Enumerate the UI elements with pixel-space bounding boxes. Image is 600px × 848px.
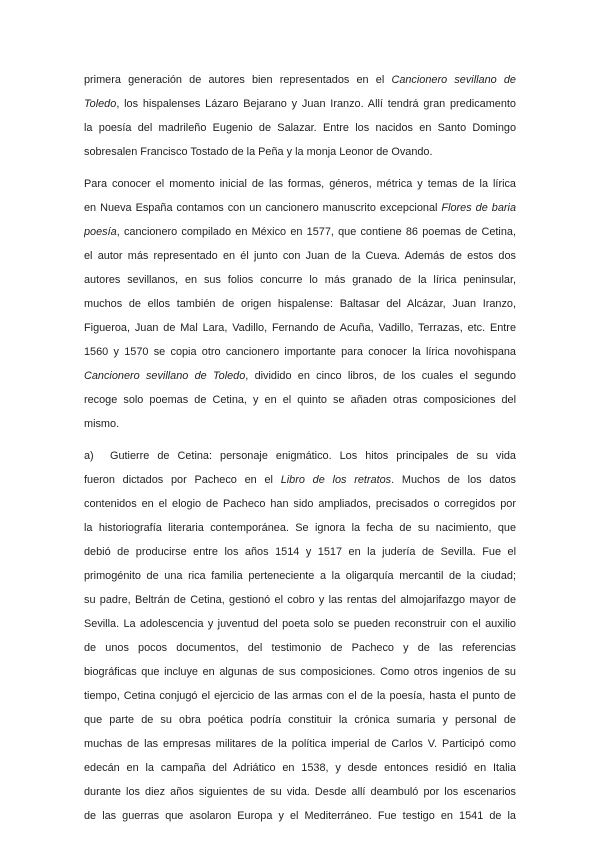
text-line xyxy=(84,116,516,140)
text-segment: recoge solo poemas de Cetina, y en el quinto se añaden otras composiciones del xyxy=(84,394,516,406)
text-line xyxy=(84,364,516,388)
text-segment: sobresalen Francisco Tostado de la Peña y la monja Leonor de Ovando. xyxy=(84,146,433,158)
italic-title: Toledo xyxy=(84,98,117,110)
text-segment: autores sevillanos, en sus folios concurre lo más granado de la lírica peninsular, xyxy=(84,274,516,286)
text-line xyxy=(84,268,516,292)
italic-title: Flores de baria xyxy=(441,202,516,214)
text-segment: Figueroa, Juan de Mal Lara, Vadillo, Fernando de Acuña, Vadillo, Terrazas, etc. Entre xyxy=(84,322,516,334)
line-text xyxy=(84,412,516,436)
text-line xyxy=(84,516,516,540)
line-text xyxy=(84,516,516,540)
line-text xyxy=(84,780,516,804)
text-segment: de las guerras que asolaron Europa y el Mediterráneo. Fue testigo en 1541 de la xyxy=(84,810,516,822)
text-line xyxy=(84,684,516,708)
text-line xyxy=(84,292,516,316)
text-segment: primogénito de una rica familia perteneciente a la oligarquía mercantil de la ciudad; xyxy=(84,570,516,582)
line-text xyxy=(84,388,516,412)
text-segment: muchos de ellos también de origen hispalense: Baltasar del Alcázar, Juan Iranzo, xyxy=(84,298,516,310)
line-text xyxy=(84,492,516,516)
text-line xyxy=(84,172,516,196)
text-segment: primera generación de autores bien representados en el xyxy=(84,74,392,86)
line-text xyxy=(84,636,516,660)
italic-title: Cancionero sevillano de Toledo xyxy=(84,370,246,382)
line-text xyxy=(84,804,516,828)
paragraph xyxy=(84,172,516,436)
line-text xyxy=(84,292,516,316)
text-segment: contenidos en el elogio de Pacheco han sido ampliados, precisados o corregidos por xyxy=(84,498,516,510)
italic-title: poesía xyxy=(84,226,117,238)
line-text xyxy=(84,468,516,492)
text-segment: , dividido en cinco libros, de los cuales el segundo xyxy=(245,370,516,382)
text-segment: que parte de su obra poética podría constituir la crónica sumaria y personal de xyxy=(84,714,516,726)
text-line xyxy=(84,756,516,780)
text-line xyxy=(84,612,516,636)
text-segment: en Nueva España contamos con un cancionero manuscrito excepcional xyxy=(84,202,442,214)
line-text xyxy=(84,116,516,140)
line-text xyxy=(84,684,516,708)
text-line xyxy=(84,660,516,684)
line-text xyxy=(84,612,516,636)
text-segment: la poesía del madrileño Eugenio de Salazar. Entre los nacidos en Santo Domingo xyxy=(84,122,516,134)
line-text xyxy=(84,540,516,564)
text-line xyxy=(84,92,516,116)
text-segment: tiempo, Cetina conjugó el ejercicio de las armas con el de la poesía, hasta el punto de xyxy=(84,690,516,702)
line-text xyxy=(84,732,516,756)
text-segment: Gutierre de Cetina: personaje enigmático. Los hitos principales de su vida xyxy=(110,450,516,462)
text-segment: de unos pocos documentos, del testimonio de Pacheco y de las referencias xyxy=(84,642,516,654)
line-text xyxy=(84,588,516,612)
line-text xyxy=(84,268,516,292)
italic-title: Cancionero sevillano de xyxy=(391,74,516,86)
text-line xyxy=(84,468,516,492)
text-segment: durante los diez años siguientes de su vida. Desde allí deambuló por los escenarios xyxy=(84,786,516,798)
line-text xyxy=(84,172,516,196)
text-segment: , los hispalenses Lázaro Bejarano y Juan Iranzo. Allí tendrá gran predicamento xyxy=(116,98,516,110)
text-line xyxy=(84,412,516,436)
document-page xyxy=(84,68,516,836)
line-text xyxy=(84,316,516,340)
text-segment: Para conocer el momento inicial de las formas, géneros, métrica y temas de la lírica xyxy=(84,178,516,190)
text-line xyxy=(84,220,516,244)
list-marker: a) xyxy=(84,450,94,462)
line-text xyxy=(84,68,516,92)
line-text xyxy=(84,340,516,364)
line-text xyxy=(84,92,516,116)
text-line xyxy=(84,492,516,516)
line-text xyxy=(84,364,516,388)
text-segment: edecán en la campaña del Adriático en 1538, y desde entonces residió en Italia xyxy=(84,762,516,774)
text-segment: muchas de las empresas militares de la política imperial de Carlos V. Participó como xyxy=(84,738,516,750)
text-line xyxy=(84,444,516,468)
line-text xyxy=(84,196,516,220)
text-line xyxy=(84,68,516,92)
text-line xyxy=(84,636,516,660)
text-segment: , cancionero compilado en México en 1577, que contiene 86 poemas de Cetina, xyxy=(116,226,516,238)
text-segment: el autor más representado en él junto con Juan de la Cueva. Además de estos dos xyxy=(84,250,516,262)
line-text xyxy=(84,140,516,164)
text-segment: debió de producirse entre los años 1514 y 1517 en la judería de Sevilla. Fue el xyxy=(84,546,516,558)
text-segment: . Muchos de los datos xyxy=(391,474,516,486)
text-line xyxy=(84,588,516,612)
paragraph xyxy=(84,444,516,828)
line-text xyxy=(110,444,516,468)
line-text xyxy=(84,220,516,244)
text-segment: la historiografía literaria contemporánea. Se ignora la fecha de su nacimiento, que xyxy=(84,522,516,534)
italic-title: Libro de los retratos xyxy=(280,474,392,486)
text-line xyxy=(84,340,516,364)
text-segment: su padre, Beltrán de Cetina, gestionó el cobro y las rentas del almojarifazgo mayor de xyxy=(84,594,516,606)
line-text xyxy=(84,660,516,684)
text-line xyxy=(84,540,516,564)
text-line xyxy=(84,316,516,340)
line-text xyxy=(84,564,516,588)
text-segment: biográficas que incluye en algunas de sus composiciones. Como otros ingenios de su xyxy=(84,666,516,678)
text-line xyxy=(84,244,516,268)
text-line xyxy=(84,708,516,732)
text-segment: 1560 y 1570 se copia otro cancionero importante para conocer la lírica novohispana xyxy=(84,346,516,358)
text-line xyxy=(84,388,516,412)
text-segment: Sevilla. La adolescencia y juventud del poeta solo se pueden reconstruir con el auxilio xyxy=(84,618,516,630)
line-text xyxy=(84,756,516,780)
text-line xyxy=(84,140,516,164)
text-segment: fueron dictados por Pacheco en el xyxy=(84,474,281,486)
line-text xyxy=(84,708,516,732)
text-line xyxy=(84,780,516,804)
text-line xyxy=(84,732,516,756)
line-text xyxy=(84,244,516,268)
text-line xyxy=(84,196,516,220)
text-segment: mismo. xyxy=(84,418,120,430)
text-line xyxy=(84,804,516,828)
text-line xyxy=(84,564,516,588)
paragraph xyxy=(84,68,516,164)
